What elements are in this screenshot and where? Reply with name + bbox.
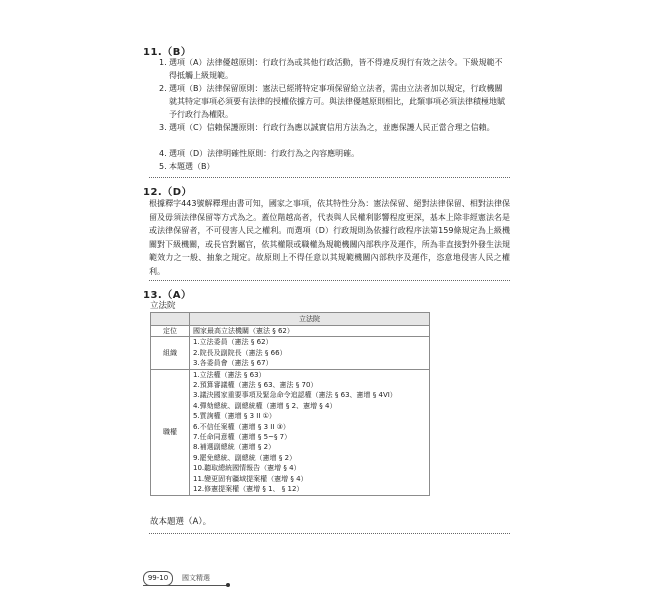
q11-title: 11.（B） [143, 47, 192, 58]
table-category: 職權 [151, 369, 190, 495]
q11-item-3-text: 選項（C）信賴保護原則：行政行為應以誠實信用方法為之，並應保護人民正當合理之信賴。 [169, 123, 495, 132]
q12-title: 12.（D） [143, 187, 193, 198]
q11-item-2 [159, 82, 509, 121]
q11-item-4 [159, 147, 509, 160]
table-corner-cell [151, 313, 190, 326]
page-number-badge: 99-10 [143, 571, 173, 586]
q13-label: 立法院 [150, 301, 176, 311]
footer-dot [226, 583, 230, 587]
table-line: 3.各委員會（憲法 § 67） [193, 359, 273, 368]
table-line: 8.補選副總統（憲增 § 2） [193, 443, 276, 452]
q11-item-3 [159, 121, 509, 134]
q11-item-1 [159, 56, 509, 82]
table-line: 1.立法委員（憲法 § 62） [193, 338, 273, 347]
table-row [151, 369, 430, 495]
q11-item-4-text: 選項（D）法律明確性原則：行政行為之內容應明確。 [169, 149, 360, 158]
q13-conclusion: 故本題選（A）。 [150, 517, 212, 527]
legislative-yuan-table [150, 312, 430, 496]
q11-item-5 [159, 160, 509, 173]
table-line: 12.修憲提案權（憲增 § 1、 § 12） [193, 485, 304, 494]
table-line: 7.任命同意權（憲增 § 5~§ 7） [193, 433, 292, 442]
q11-item-1-text: 選項（A）法律優越原則：行政行為或其他行政活動，皆不得違反現行有效之法令。下級規範不得抵觸上級規範。 [169, 58, 503, 80]
q11-item-1-num: 1. [159, 58, 167, 67]
table-line: 10.聽取總統國情報告（憲增 § 4） [193, 464, 301, 473]
table-row [151, 337, 430, 369]
table-line: 11.變更固有疆域提案權（憲增 § 4） [193, 474, 308, 483]
footer-label: 國文精選 [182, 574, 210, 582]
table-header-row [151, 313, 430, 326]
table-line: 5.質詢權（憲增 § 3 II ①） [193, 412, 276, 421]
q12-explanation: 根據釋字443號解釋理由書可知，國家之事項，依其特性分為：憲法保留、絕對法律保留、相對法律保留及毋須法律保留等方式為之。蓋位階越高者，代表與人民權利影響程度更深，基本上除非經憲法名是或法律保留者，不可侵害人民之權利。而選項（D）行政規則為依據行政程序法第159條規定為上級機關對下級機關，或長官對屬官，依其權限或職權為規範機關內部秩序及運作，所為非直接對外發生法規範效力之一般、抽象之規定。故原則上不得任意以其規範機關內部秩序及運作，恣意地侵害人民之權利。 [149, 199, 510, 276]
table-cell [190, 337, 430, 369]
table-row [151, 326, 430, 337]
q13-title: 13.（A） [143, 290, 192, 301]
divider [149, 533, 510, 534]
table-line: 9.罷免總統、副總統（憲增 § 2） [193, 453, 297, 462]
q11-item-5-num: 5. [159, 162, 167, 171]
table-line: 4.彈劾總統、副總統權（憲增 § 2、憲增 § 4） [193, 401, 337, 410]
q11-item-4-num: 4. [159, 149, 167, 158]
table-cell [190, 369, 430, 495]
table-line: 國家最高立法機關（憲法 § 62） [193, 327, 294, 335]
divider [149, 177, 510, 178]
footer-rule [143, 585, 228, 586]
q11-item-5-text: 本題選（B） [169, 162, 215, 171]
table-line: 3.議決國家重要事項及緊急命令追認權（憲法 § 63、憲增 § 4VI） [193, 391, 397, 400]
q11-item-3-num: 3. [159, 123, 167, 132]
table-category: 組織 [151, 337, 190, 369]
q11-item-2-text: 選項（B）法律保留原則：憲法已經將特定事項保留給立法者，需由立法者加以規定，行政機關就其特定事項必須要有法律的授權依據方可。與法律優越原則相比，此類事項必須法律積極地賦予行政行為權限。 [169, 84, 505, 119]
table-line: 6.不信任案權（憲增 § 3 II ③） [193, 422, 290, 431]
table-line: 2.預算審議權（憲法 § 63、憲法 § 70） [193, 381, 318, 390]
divider [149, 280, 510, 281]
table-line: 2.院長及副院長（憲法 § 66） [193, 348, 287, 357]
table-header: 立法院 [190, 313, 430, 326]
table-line: 1.立法權（憲法 § 63） [193, 370, 266, 379]
q11-item-2-num: 2. [159, 84, 167, 93]
table-cell [190, 326, 430, 337]
table-category: 定位 [151, 326, 190, 337]
